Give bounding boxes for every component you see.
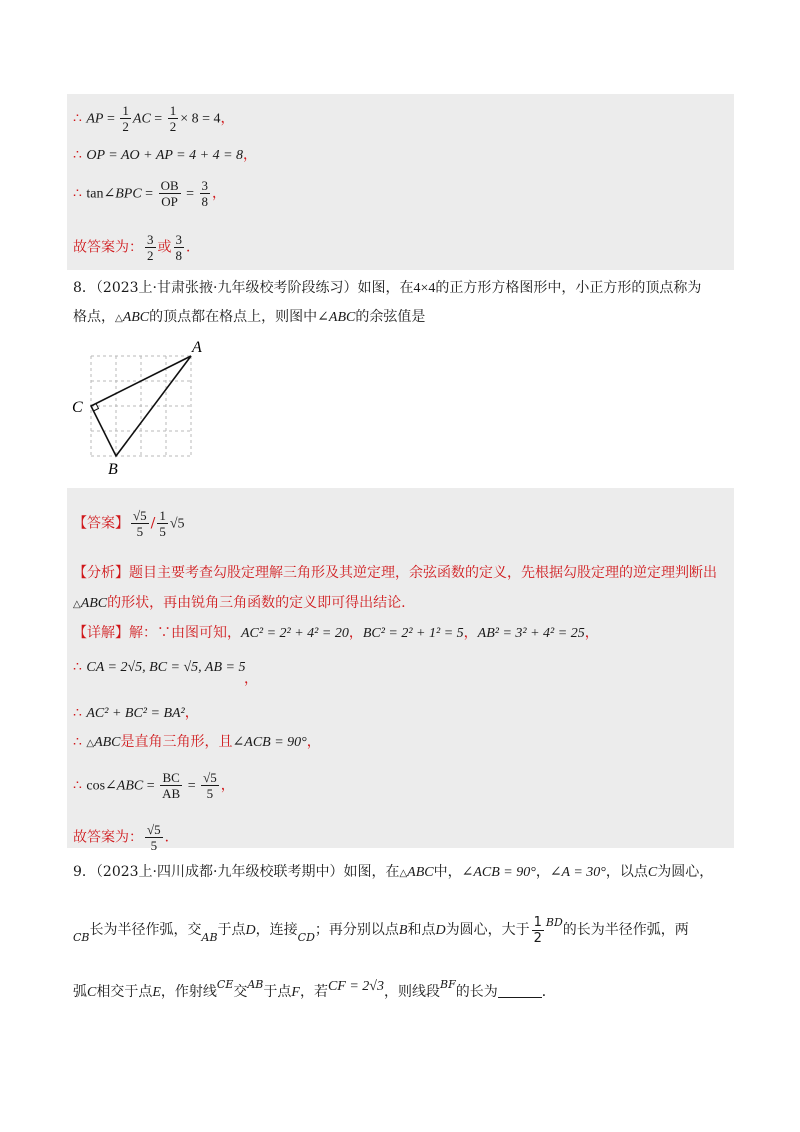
answer-8: 【答案】 $\frac{√5}{5}$ / $\frac{1}{5}$ √5 bbox=[73, 508, 185, 539]
fraction: $\frac{1}{5}$ bbox=[159, 508, 166, 539]
fraction: $\frac{3}{8}$ bbox=[175, 232, 182, 263]
grid-triangle-figure bbox=[66, 336, 216, 478]
vertex-label-a: A bbox=[192, 339, 202, 356]
analysis-line-1: 【分析】题目主要考查勾股定理解三角形及其逆定理，余弦函数的定义，先根据勾股定理的逆定理判断出 bbox=[73, 565, 717, 581]
detail-line-4: ∴ △ABC是直角三角形，且∠ACB = 90°， bbox=[73, 734, 321, 750]
question-9-line-2: $_{CB}$长为半径作弧，交$_{AB}$于点D，连接$_{CD}$；再分别以点B和点D为圆心，大于 $\frac{1}{2}$ $^{BD}$的长为半径作弧，两 bbox=[73, 914, 689, 946]
vertex-label-c: C bbox=[72, 399, 83, 416]
solution-line-2: ∴ OP = AO + AP = 4 + 4 = 8， bbox=[73, 147, 258, 163]
answer-blank[interactable] bbox=[498, 983, 542, 998]
fraction: $\frac{1}{2}$ bbox=[122, 103, 129, 134]
fraction: $\frac{1}{2}$ bbox=[533, 914, 542, 946]
dashed-grid bbox=[91, 356, 191, 456]
detail-line-2: ∴ CA = 2√5, BC = √5, AB = 5 bbox=[73, 659, 246, 675]
solution-line-1: ∴ AP = $\frac{1}{2}$ AC = $\frac{1}{2}$ × 8 = 4， bbox=[73, 103, 235, 134]
solution-line-3: ∴ tan∠BPC = $\frac{OB}{OP}$ = $\frac{3}{8}$ ， bbox=[73, 178, 227, 209]
detail-line-2-comma: ， bbox=[244, 671, 258, 687]
answer-line-top: 故答案为： $\frac{3}{2}$ 或 $\frac{3}{8}$ ． bbox=[73, 232, 200, 263]
question-9-line-1: 9．（2023上·四川成都·九年级校联考期中）如图，在△ABC中，∠ACB = 90°，∠A = 30°，以点C为圆心， bbox=[73, 864, 714, 880]
fraction: $\frac{3}{8}$ bbox=[201, 178, 209, 209]
vertex-label-b: B bbox=[108, 461, 118, 478]
detail-line-1: 【详解】解：∵由图可知，AC² = 2² + 4² = 20，BC² = 2² + 1² = 5，AB² = 3² + 4² = 25， bbox=[73, 625, 599, 641]
question-8-line-2: 格点，△ABC的顶点都在格点上，则图中∠ABC的余弦值是 bbox=[73, 309, 426, 325]
fraction: $\frac{√5}{5}$ bbox=[147, 822, 161, 853]
answer-line-q8: 故答案为： $\frac{√5}{5}$ ． bbox=[73, 822, 179, 853]
fraction: $\frac{√5}{5}$ bbox=[203, 770, 217, 801]
question-8-line-1: 8．（2023上·甘肃张掖·九年级校考阶段练习）如图，在4×4的正方形方格图形中，小正方形的顶点称为 bbox=[73, 280, 702, 296]
detail-line-3: ∴ AC² + BC² = BA²， bbox=[73, 705, 199, 721]
fraction: $\frac{3}{2}$ bbox=[147, 232, 154, 263]
detail-line-5: ∴ cos∠ABC = $\frac{BC}{AB}$ = $\frac{√5}{5}$ ， bbox=[73, 770, 235, 801]
fraction: $\frac{OB}{OP}$ bbox=[160, 178, 179, 209]
fraction: $\frac{1}{2}$ bbox=[169, 103, 177, 134]
question-9-line-3: 弧C相交于点E，作射线$^{CE}$交$^{AB}$于点F，若CF = 2√3，则线段$^{BF}$的长为 ． bbox=[73, 978, 556, 1000]
fraction: $\frac{BC}{AB}$ bbox=[162, 770, 181, 801]
fraction: $\frac{√5}{5}$ bbox=[133, 508, 147, 539]
analysis-line-2: △ABC的形状，再由锐角三角函数的定义即可得出结论. bbox=[73, 595, 406, 611]
